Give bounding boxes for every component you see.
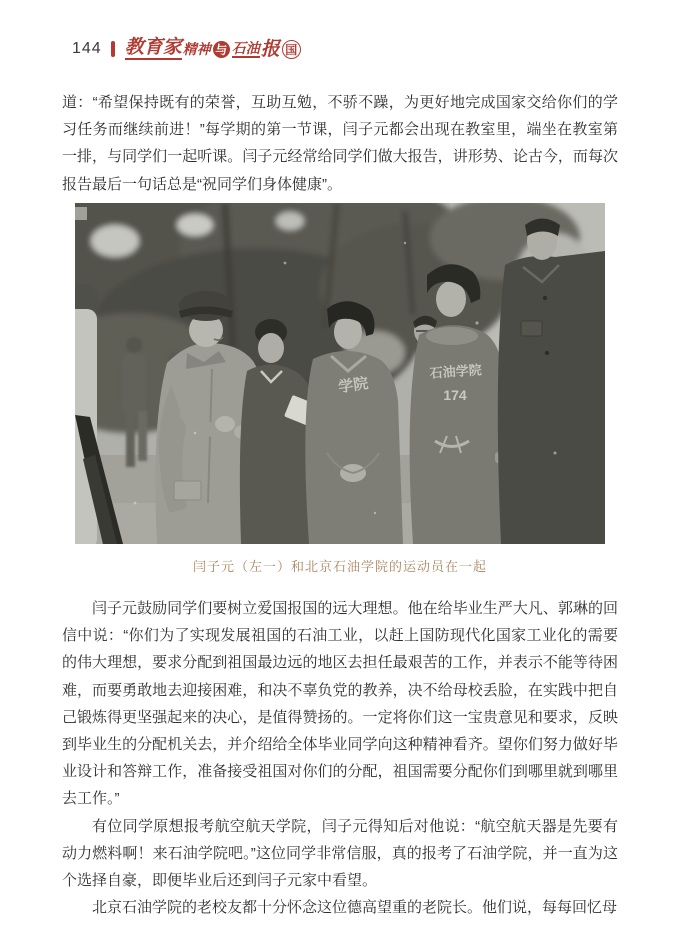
paragraph-4: 北京石油学院的老校友都十分怀念这位德高望重的老院长。他们说，每每回忆母 (92, 899, 618, 917)
paragraph-1: 道：“希望保持既有的荣誉，互助互勉，不骄不躁，为更好地完成国家交给你们的学习任务而继续前进！”每学期的第一节课，闫子元都会出现在教室里，端坐在教室第一排，与同学们一起听课。闫子元经常给同学们做大报告，讲形势、论古今，而每次报告最后一句话总是“祝同学们身体健康”。 (62, 94, 618, 193)
photo-caption: 闫子元（左一）和北京石油学院的运动员在一起 (192, 559, 487, 574)
book-title-logo (125, 38, 302, 60)
logo-text-bao: 报 (260, 38, 280, 60)
logo-text-shiyou: 石油 (231, 39, 260, 56)
bw-photo (75, 203, 605, 544)
photo-right-man (498, 219, 605, 545)
paragraph-2: 闫子元鼓励同学们要树立爱国报国的远大理想。他在给毕业生严大凡、郭琳的回信中说：“你们为了实现发展祖国的石油工业，以赶上国防现代化国家工业化的需要的伟大理想，要求分配到祖国最边远的地区去担任最艰苦的工作，并表示不能等待困难，而要勇敢地去迎接困难，和决不辜负党的教养，决不给母校丢脸，在实践中把自己锻炼得更坚强起来的决心，是值得赞扬的。一定将你们这一宝贵意见和要求，反映到毕业生的分配机关去，并介绍给全体毕业同学向这种精神看齐。望你们努力做好毕业设计和答辩工作，准备接受祖国对你们的分配，祖国需要分配你们到哪里就到哪里去工作。” (62, 600, 618, 808)
body-text (62, 595, 618, 921)
jersey-text-right: 石油学院 (429, 362, 483, 381)
logo-text-jiaoyujia: 教育家 (124, 37, 182, 58)
logo-guo-badge: 国 (282, 40, 301, 59)
photo-figure (75, 203, 605, 544)
page-number: 144 (72, 40, 102, 57)
logo-yu-badge: 与 (213, 41, 230, 58)
logo-text-jingshen: 精神 (182, 41, 211, 57)
header-divider-bar (111, 41, 115, 57)
jersey-text-center: 学院 (337, 375, 370, 397)
jersey-number: 174 (443, 387, 467, 403)
paragraph-3: 有位同学原想报考航空航天学院，闫子元得知后对他说：“航空航天器是先要有动力燃料啊！来石油学院吧。”这位同学非常信服，真的报考了石油学院，并一直为这个选择自豪，即便毕业后还到闫子元家中看望。 (62, 817, 618, 890)
page-header (72, 36, 302, 62)
